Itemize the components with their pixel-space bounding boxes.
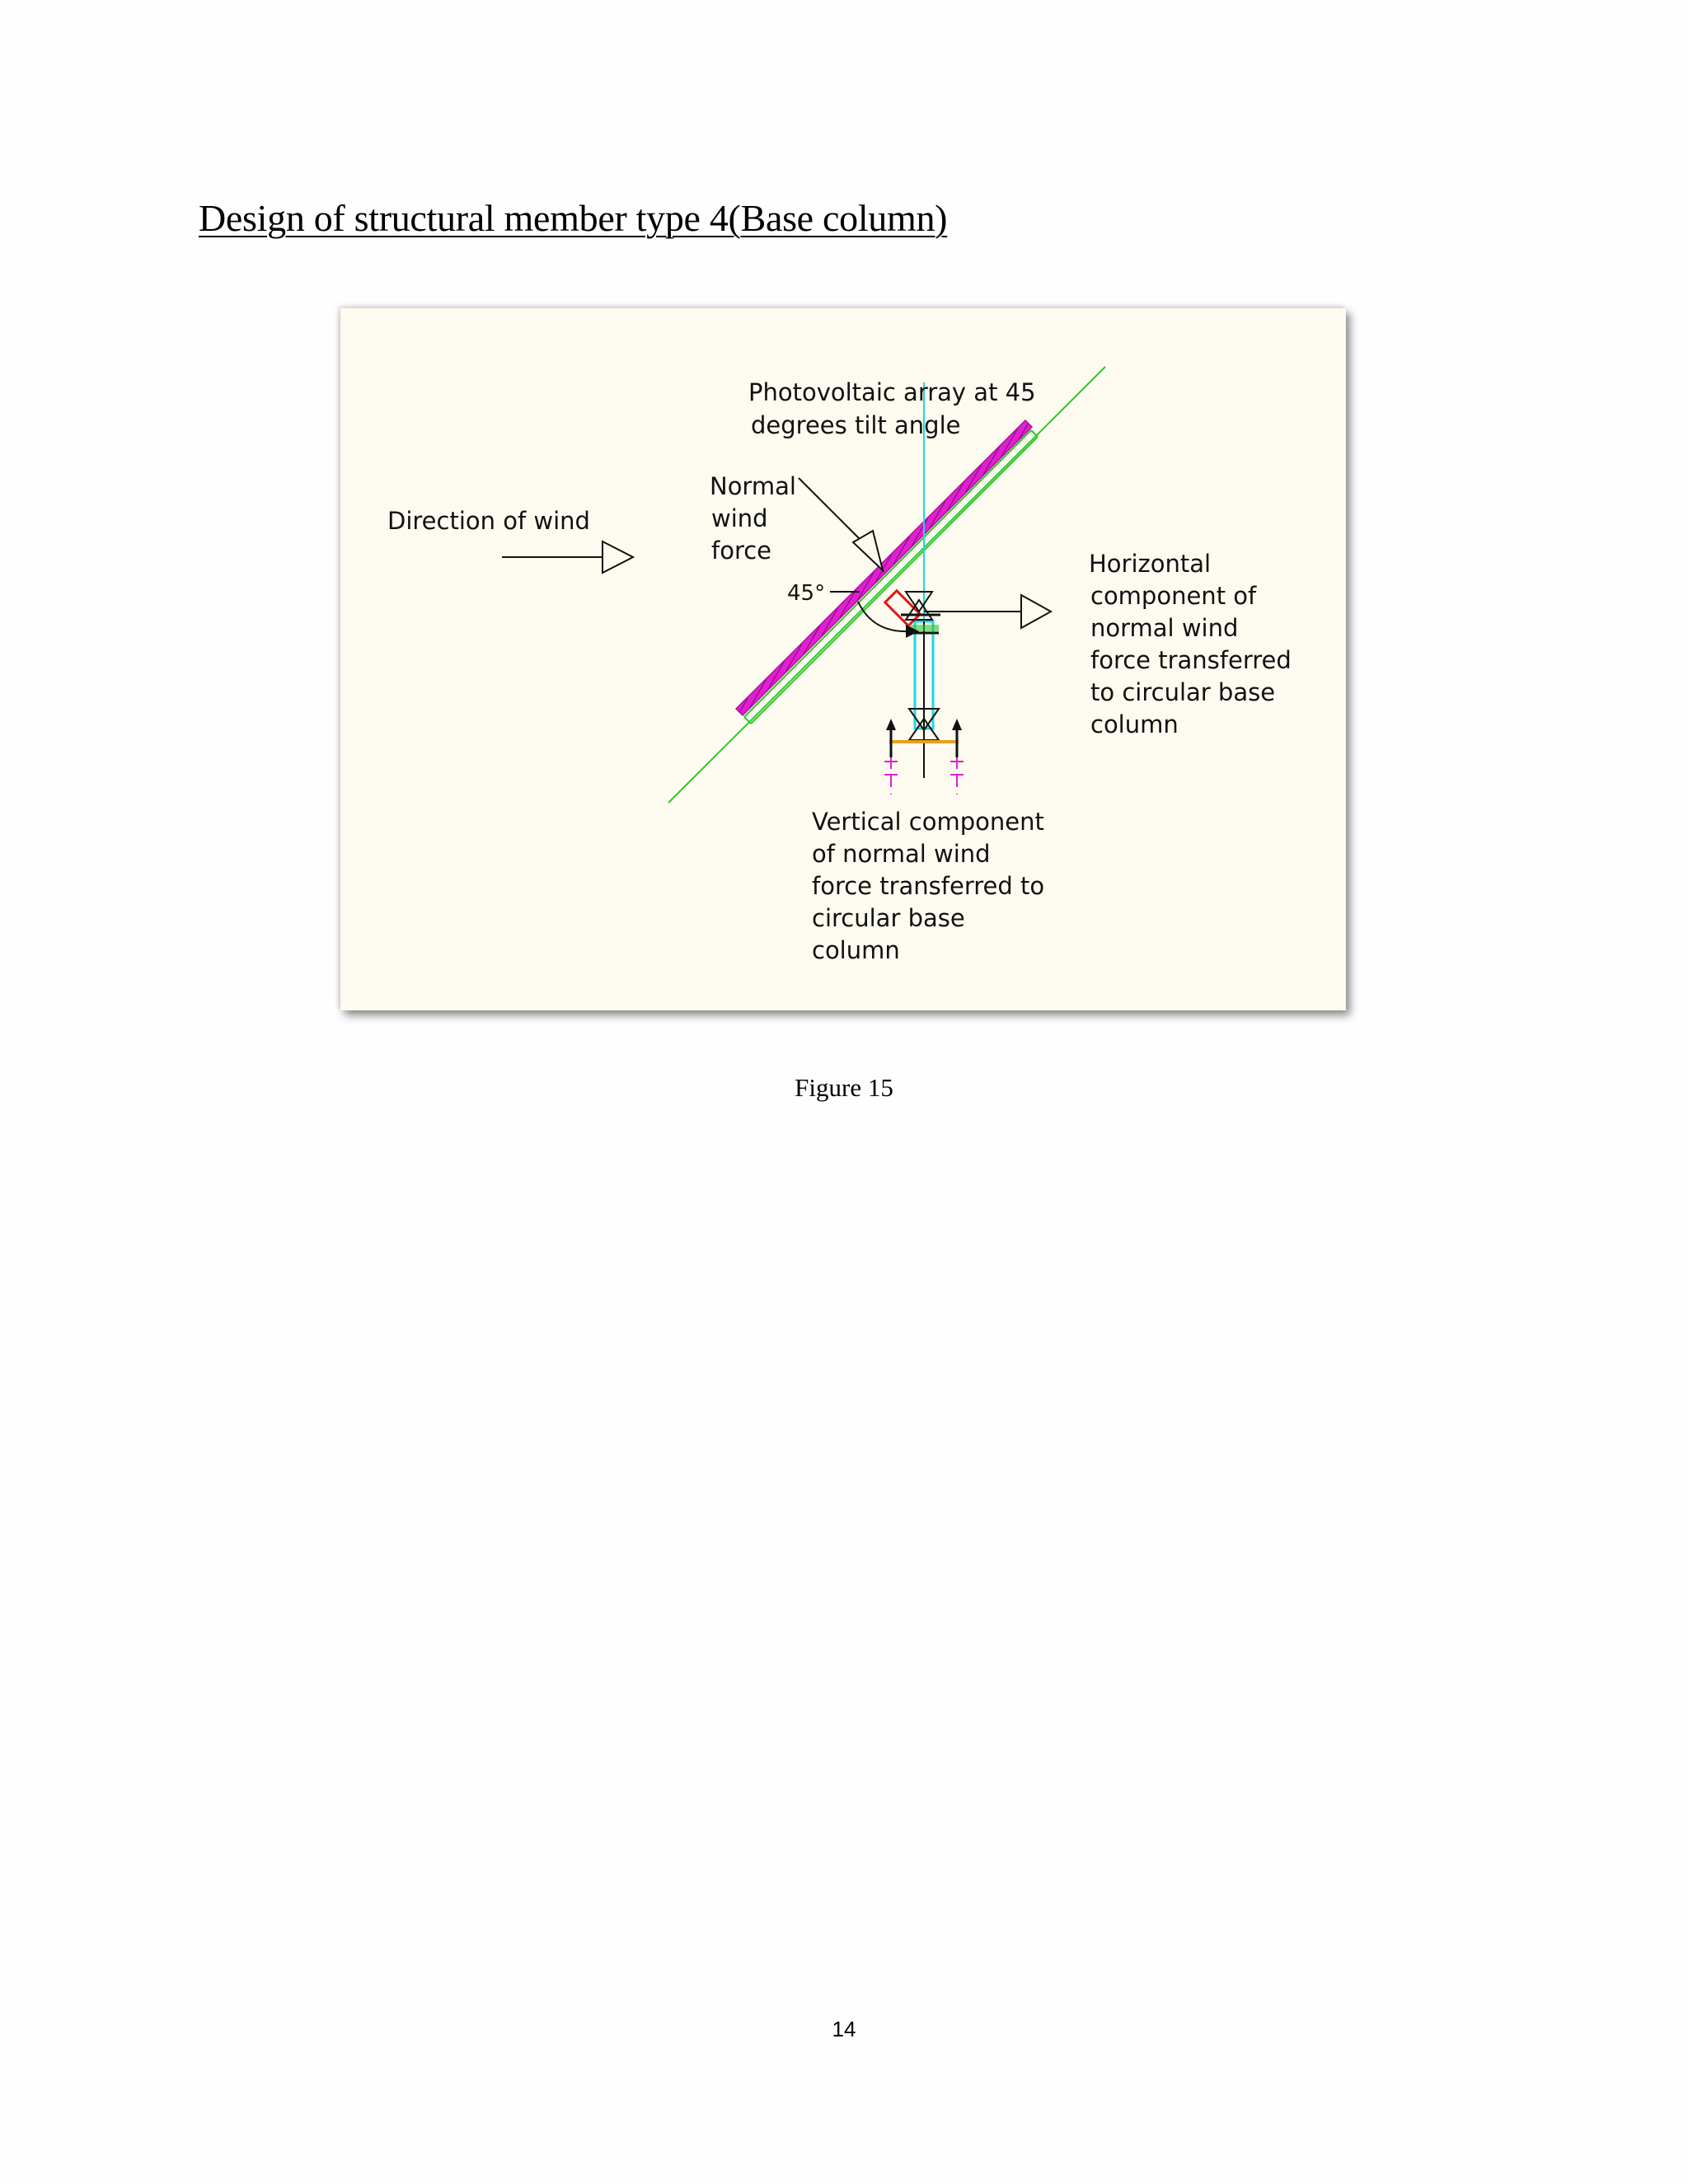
normal-force-label: Normal wind force (710, 472, 796, 565)
angle-label: 45° (787, 581, 826, 606)
figure-caption: Figure 15 (795, 1073, 893, 1102)
wind-direction-arrow (502, 541, 633, 573)
page-number: 14 (832, 2017, 856, 2041)
array-label: Photovoltaic array at 45 degrees tilt angle (748, 378, 1036, 439)
photovoltaic-panel (736, 420, 1032, 715)
vertical-component-label: Vertical component of normal wind force transferred to circular base column (812, 808, 1045, 964)
section-heading: Design of structural member type 4(Base column) (199, 197, 948, 239)
base-column (915, 621, 933, 778)
wind-load-diagram (340, 308, 1346, 1010)
wind-direction-label: Direction of wind (387, 507, 590, 535)
normal-force-arrow (799, 478, 883, 570)
horizontal-component-label: Horizontal component of normal wind force transferred to circular base column (1089, 550, 1292, 738)
figure-15-diagram (340, 308, 1346, 1010)
horizontal-component-arrow (924, 595, 1051, 628)
